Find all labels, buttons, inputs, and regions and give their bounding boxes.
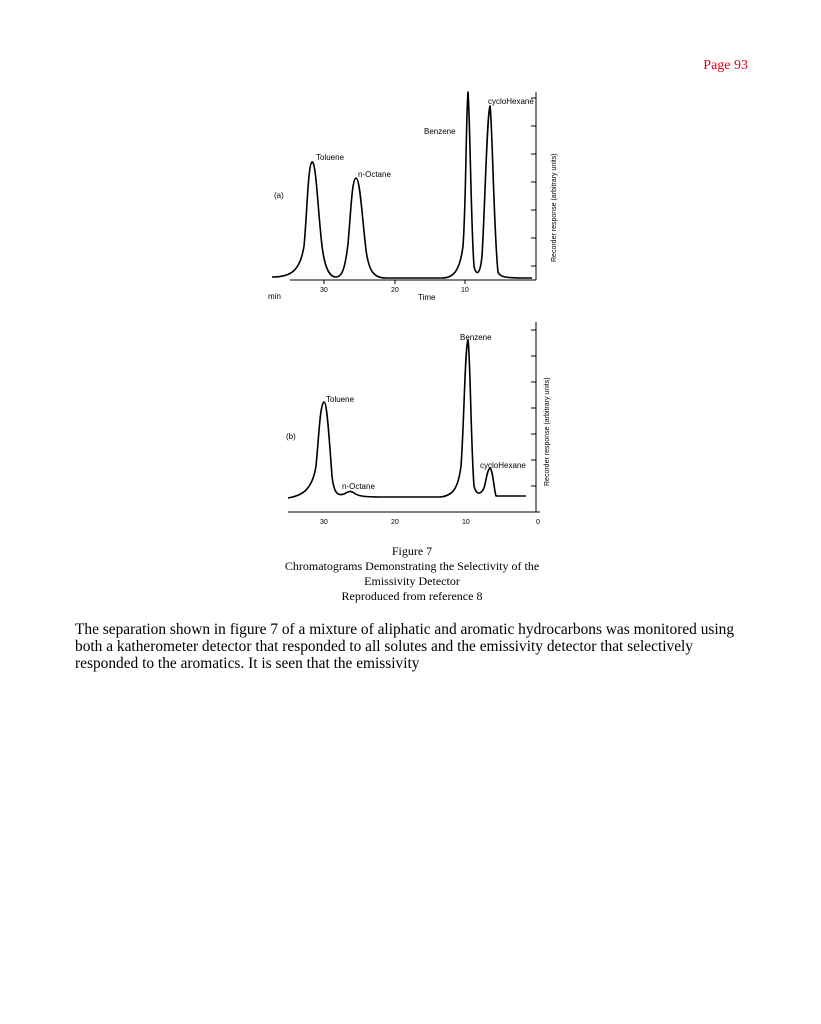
panel-b (286, 322, 551, 526)
panel-a-x-label: Time (418, 293, 436, 302)
caption-title-line-2: Emissivity Detector (364, 574, 460, 588)
panel-a-y-ticks (531, 98, 536, 266)
panel-b-tick-10: 10 (462, 519, 470, 526)
panel-a (268, 92, 558, 302)
panel-b-tick-0: 0 (536, 519, 540, 526)
panel-b-y-label: Recorder response (arbitrary units) (544, 377, 551, 486)
body-paragraph (75, 621, 755, 672)
figure-caption (230, 544, 594, 604)
panel-b-y-ticks (531, 330, 536, 486)
panel-a-trace (272, 92, 532, 278)
peak-label-benzene-b: Benzene (460, 333, 492, 342)
peak-label-cyclohexane-a: cycloHexane (488, 97, 534, 106)
caption-source: Reproduced from reference 8 (341, 589, 483, 603)
panel-b-tick-20: 20 (391, 519, 399, 526)
panel-a-label: (a) (274, 191, 284, 200)
panel-b-label: (b) (286, 432, 296, 441)
page-number: Page 93 (703, 58, 748, 73)
caption-figure-number: Figure 7 (391, 544, 433, 558)
panel-a-y-label: Recorder response (arbitrary units) (551, 153, 558, 262)
peak-label-toluene-a: Toluene (316, 153, 345, 162)
peak-label-benzene-a: Benzene (424, 127, 456, 136)
panel-a-x-unit: min (268, 292, 281, 301)
caption-title-line-1: Chromatograms Demonstrating the Selectivity of the (284, 559, 540, 573)
panel-a-tick-20: 20 (391, 287, 399, 294)
peak-label-n-octane-b: n-Octane (342, 482, 375, 491)
panel-a-tick-30: 30 (320, 287, 328, 294)
peak-label-cyclohexane-b: cycloHexane (480, 461, 526, 470)
peak-label-toluene-b: Toluene (326, 395, 355, 404)
peak-label-n-octane-a: n-Octane (358, 170, 391, 179)
panel-a-tick-10: 10 (461, 287, 469, 294)
panel-b-tick-30: 30 (320, 519, 328, 526)
chromatogram-figure (260, 86, 560, 526)
body-paragraph-text: The separation shown in figure 7 of a mixture of aliphatic and aromatic hydrocarbons was monitored using both a katherometer detector that responded to all solutes and the emissivity detector that selectively responded to the aromatics. It is seen that the emissivity (75, 621, 735, 672)
panel-b-trace (288, 340, 526, 498)
